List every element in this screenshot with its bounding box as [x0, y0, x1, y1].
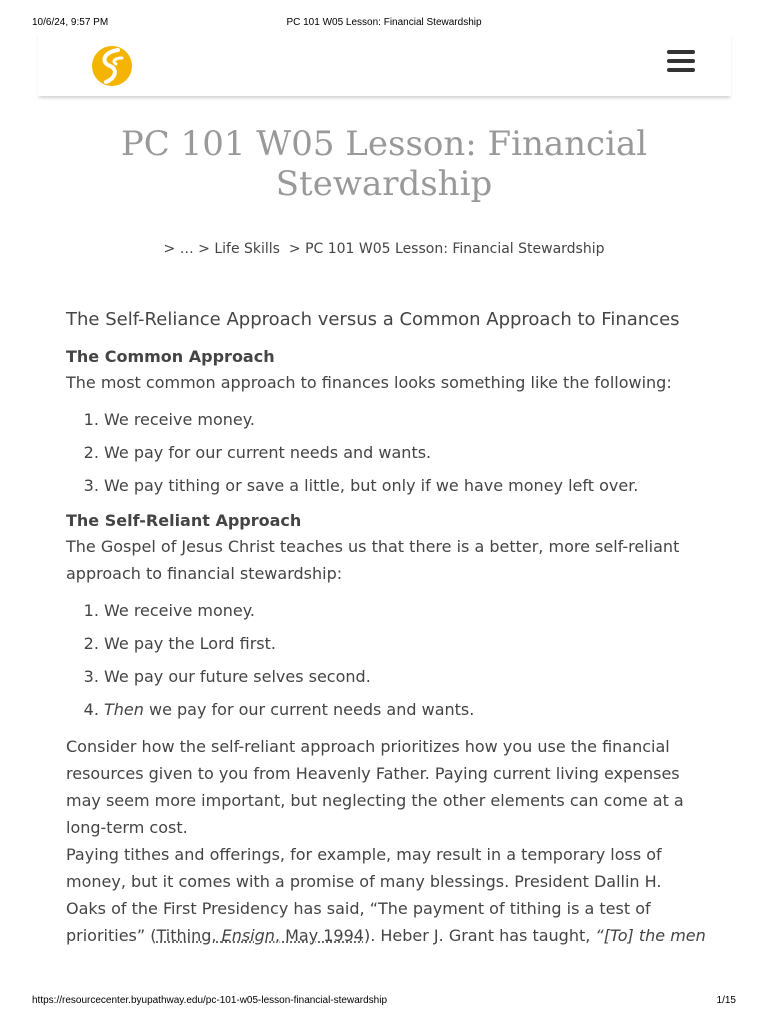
list-item: 3. We pay our future selves second. — [104, 663, 706, 690]
citation-date: , May 1994 — [274, 926, 364, 945]
paragraph — [66, 841, 706, 949]
list-item: 2. We pay for our current needs and wants. — [104, 439, 706, 466]
paragraph-text: ). Heber J. Grant has taught, — [363, 926, 596, 945]
citation-text: Tithing, — [156, 926, 222, 945]
print-footer — [0, 995, 768, 1007]
breadcrumb-life-skills[interactable]: Life Skills — [214, 241, 280, 257]
common-approach-intro: The most common approach to finances looks something like the following: — [66, 373, 672, 392]
citation-source: Ensign — [221, 926, 275, 945]
quote-text: “[To] the men — [595, 926, 706, 945]
menu-bar — [667, 59, 695, 63]
breadcrumb — [0, 241, 768, 257]
byu-pathway-logo-icon[interactable] — [90, 44, 134, 88]
print-page-title: PC 101 W05 Lesson: Financial Stewardship — [286, 17, 482, 28]
list-item: 1. We receive money. — [104, 597, 706, 624]
list-item: 2. We pay the Lord first. — [104, 630, 706, 657]
self-reliant-approach-title: The Self-Reliant Approach — [66, 511, 302, 530]
list-item: 1. We receive money. — [104, 406, 706, 433]
print-page-number: 1/15 — [716, 995, 736, 1006]
menu-bar — [667, 68, 695, 72]
self-reliant-approach-list — [66, 597, 706, 723]
print-datetime: 10/6/24, 9:57 PM — [32, 17, 109, 28]
citation-link[interactable] — [157, 926, 364, 945]
common-approach-list — [66, 406, 706, 499]
site-header — [38, 32, 731, 96]
print-url: https://resourcecenter.byupathway.edu/pc-101-w05-lesson-financial-stewardship — [32, 995, 388, 1006]
print-header — [0, 0, 768, 30]
list-item-text: we pay for our current needs and wants. — [143, 700, 475, 719]
breadcrumb-separator: > — [198, 241, 210, 257]
breadcrumb-ellipsis[interactable]: … — [179, 241, 194, 257]
page-title: PC 101 W05 Lesson: Financial Stewardship — [120, 124, 648, 204]
paragraph: Consider how the self-reliant approach prioritizes how you use the financial resources given to you from Heavenly Father. Paying current living expenses may seem more important, but neglecting the other elements can come at a long-term cost. — [66, 737, 684, 837]
list-item — [104, 696, 706, 723]
common-approach-title: The Common Approach — [66, 347, 275, 366]
emphasis-then: Then — [104, 700, 144, 719]
self-reliant-approach-intro: The Gospel of Jesus Christ teaches us that there is a better, more self-reliant approach to financial stewardship: — [66, 537, 680, 583]
breadcrumb-current: PC 101 W05 Lesson: Financial Stewardship — [305, 241, 605, 257]
list-item: 3. We pay tithing or save a little, but only if we have money left over. — [104, 472, 706, 499]
hamburger-menu-icon[interactable] — [667, 50, 695, 78]
paragraph-text: Paying tithes and offerings, for example, may result in a temporary loss of money, but it comes with a promise of many blessings. President Dallin H. Oaks of the First Presidency has said, “The payment of tithing is a test of priorities” ( — [66, 845, 662, 945]
section-heading: The Self-Reliance Approach versus a Common Approach to Finances — [66, 309, 680, 330]
breadcrumb-separator: > — [163, 241, 176, 257]
menu-bar — [667, 50, 695, 54]
lesson-content — [66, 306, 706, 949]
breadcrumb-separator: > — [288, 241, 301, 257]
